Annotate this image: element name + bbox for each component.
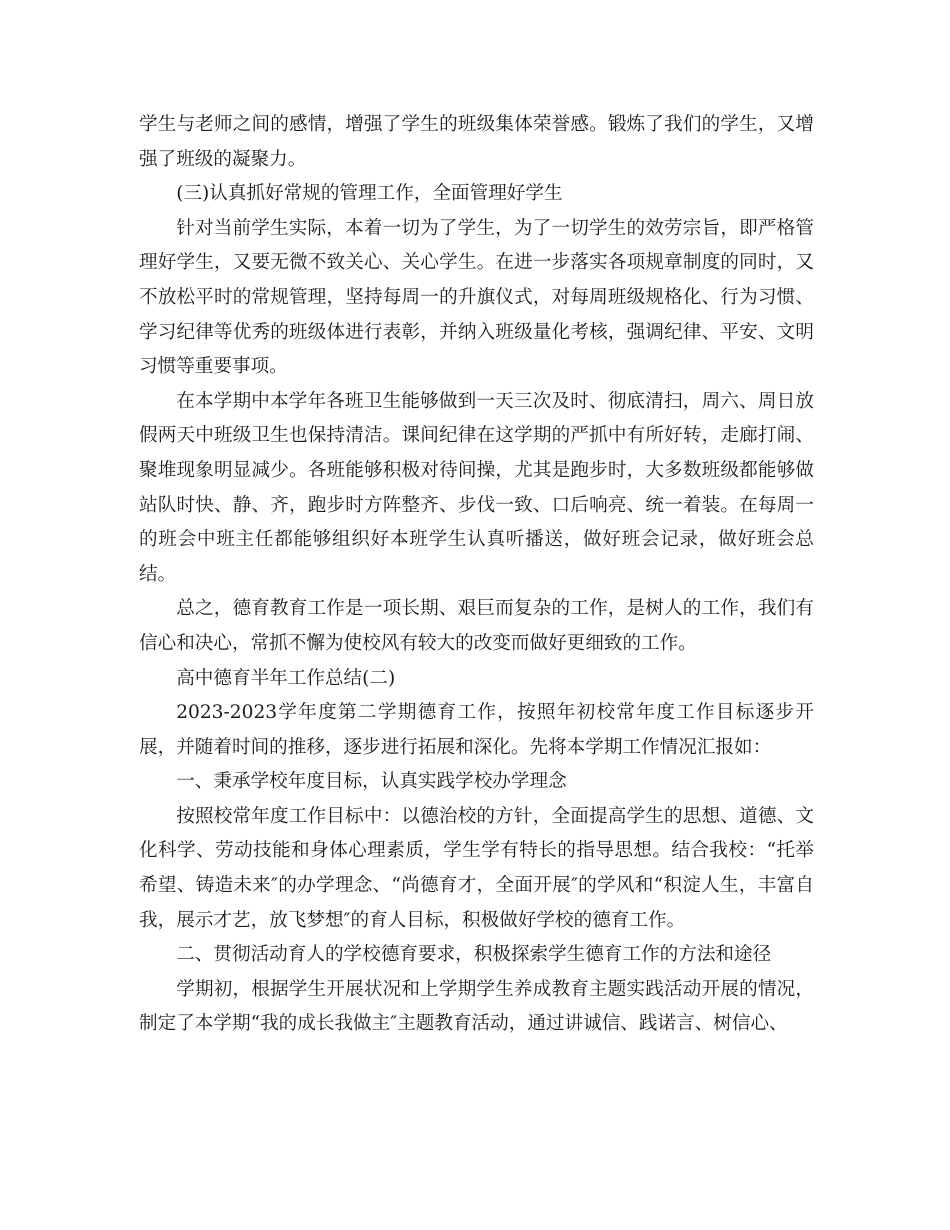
paragraph-11: 学期初，根据学生开展状况和上学期学生养成教育主题实践活动开展的情况，制定了本学期“我的成长我做主″主题教育活动，通过讲诚信、践诺言、树信心、 — [139, 978, 814, 1035]
paragraph-4: 在本学期中本学年各班卫生能够做到一天三次及时、彻底清扫，周六、周日放假两天中班级卫生也保持清洁。课间纪律在这学期的严抓中有所好转，走廊打闹、聚堆现象明显减少。各班能够积极对待间操，尤其是跑步时，大多数班级都能够做站队时快、静、齐，跑步时方阵整齐、步伐一致、口后响亮、统一着装。在每周一的班会中班主任都能够组织好本班学生认真听播送，做好班会记录，做好班会总结。 — [139, 390, 814, 585]
paragraph-5: 总之，德育教育工作是一项长期、艰巨而复杂的工作，是树人的工作，我们有信心和决心，常抓不懈为使校风有较大的改变而做好更细致的工作。 — [139, 598, 814, 654]
subheading-1: 一、秉承学校年度目标，认真实践学校办学理念 — [176, 771, 567, 793]
paragraph-2: (三)认真抓好常规的管理工作，全面管理好学生 — [176, 183, 563, 205]
subheading-2: 二、贯彻活动育人的学校德育要求，积极探索学生德育工作的方法和途径 — [176, 944, 772, 966]
paragraph-7: 2023-2023学年度第二学期德育工作，按照年初校常年度工作目标逐步开展，并随着时间的推移，逐步进行拓展和深化。先将本学期工作情况汇报如： — [139, 702, 814, 758]
paragraph-9: 按照校常年度工作目标中：以德治校的方针，全面提高学生的思想、道德、文化科学、劳动技能和身体心理素质，学生学有特长的指导思想。结合我校：“托举希望、铸造未来″的办学理念、“尚德育才，全面开展″的学风和“积淀人生，丰富自我，展示才艺，放飞梦想″的育人目标，积极做好学校的德育工作。 — [139, 805, 814, 931]
paragraph-3: 针对当前学生实际，本着一切为了学生，为了一切学生的效劳宗旨，即严格管理好学生，又要无微不致关心、关心学生。在进一步落实各项规章制度的同时，又不放松平时的常规管理，坚持每周一的升旗仪式，对每周班级规格化、行为习惯、学习纪律等优秀的班级体进行表彰，并纳入班级量化考核，强调纪律、平安、文明习惯等重要事项。 — [139, 217, 814, 378]
section-heading: 高中德育半年工作总结(二) — [176, 667, 396, 689]
document-body — [139, 108, 814, 1042]
paragraph-1: 学生与老师之间的感情，增强了学生的班级集体荣誉感。锻炼了我们的学生，又增强了班级的凝聚力。 — [139, 114, 814, 170]
